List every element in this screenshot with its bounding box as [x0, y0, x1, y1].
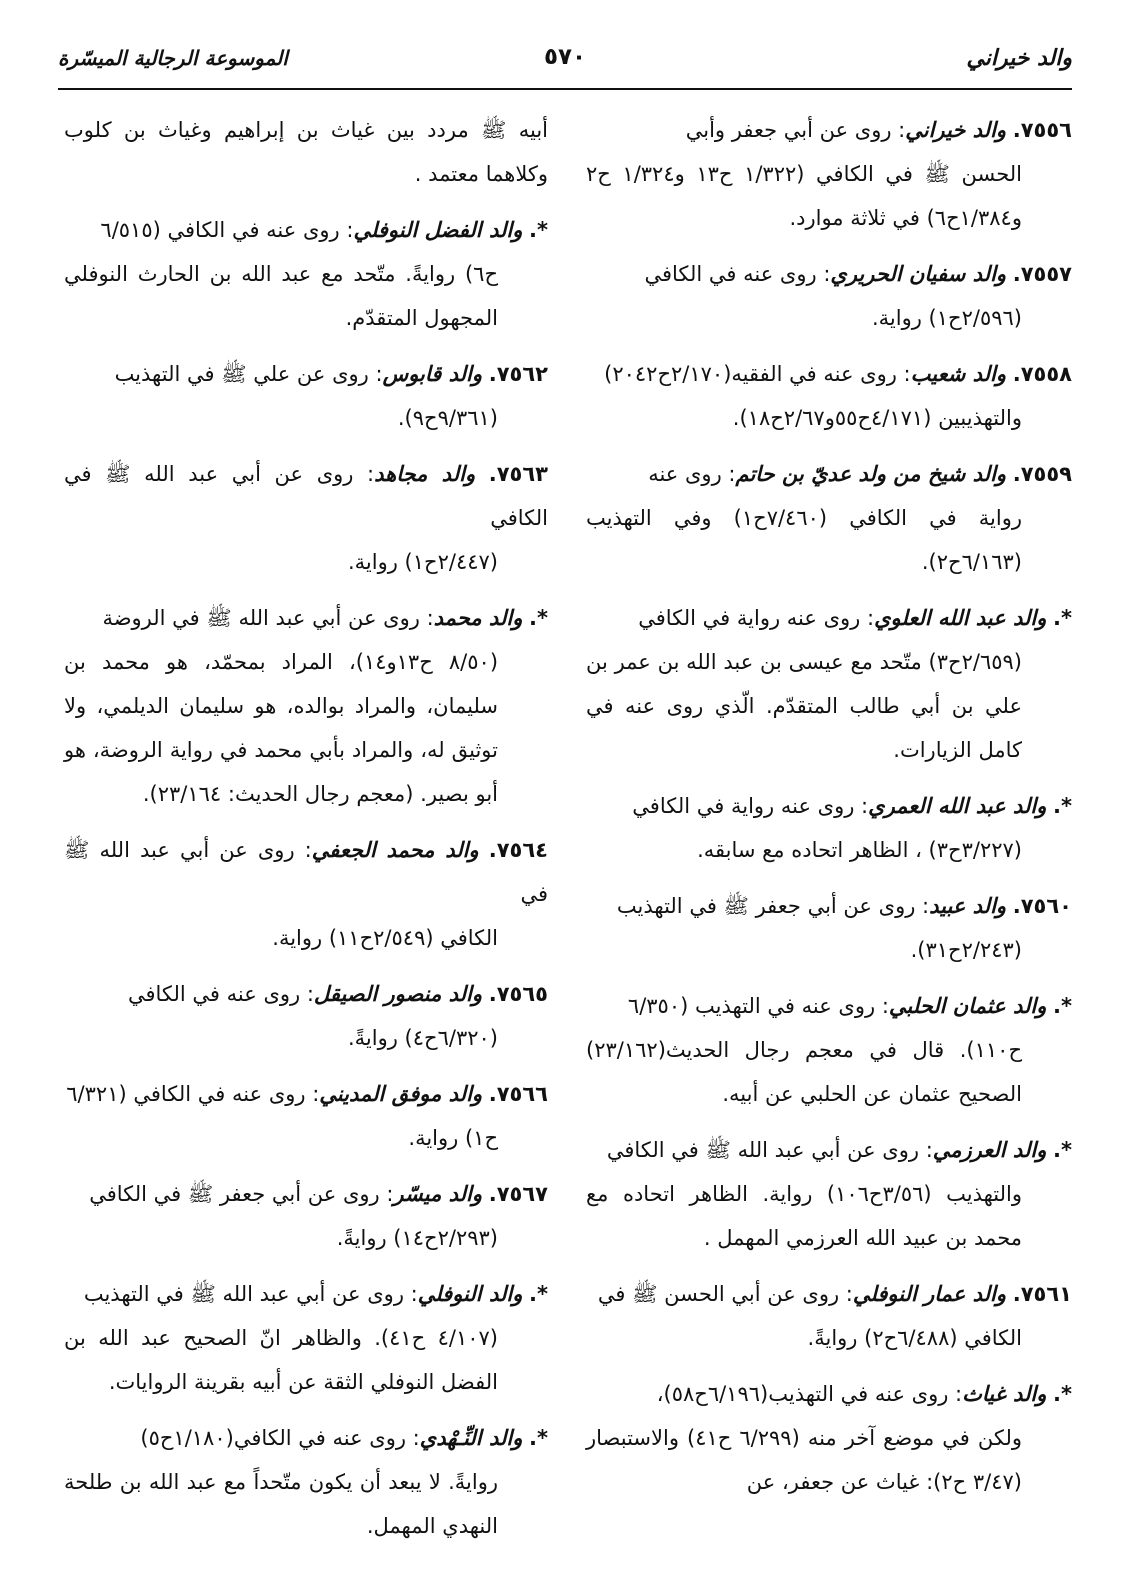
biographical-entry — [586, 1272, 1072, 1360]
entry-continuation: ح٦) روايةً. متّحد مع عبد الله بن الحارث النوفلي المجهول المتقدّم. — [64, 262, 498, 330]
entry-number: ٧٥٦٧. — [488, 1182, 548, 1206]
biographical-entry — [64, 1272, 548, 1404]
entry-heading-line — [586, 1272, 1072, 1316]
header-rule — [58, 88, 1072, 90]
entry-name: والد عبد الله العلوي — [874, 606, 1047, 630]
entry-number: ٧٥٦٠. — [1012, 894, 1072, 918]
entry-continuation: ح١) رواية. — [408, 1126, 498, 1150]
entry-number: ٧٥٦٦. — [488, 1082, 548, 1106]
entry-text: : روى عنه في الكافي — [644, 262, 831, 286]
entry-text: : روى عن أبي جعفر وأبي — [685, 118, 906, 142]
entry-text: : روى عنه رواية في الكافي — [632, 794, 869, 818]
entry-text: : روى عن علي ﷺ في التهذيب — [114, 362, 383, 386]
right-column — [586, 108, 1072, 1516]
entry-text: : روى عن أبي جعفر ﷺ في الكافي — [89, 1182, 394, 1206]
left-column — [64, 108, 548, 1560]
biographical-entry — [64, 208, 548, 340]
entry-name: والد النِّـهْدي — [419, 1426, 523, 1450]
entry-heading-line — [64, 1272, 548, 1316]
page-number: ٥٧٠ — [543, 44, 587, 70]
entry-text: : روى عن أبي عبد الله ﷺ في الكافي — [64, 462, 548, 530]
entry-text: : روى عنه في الكافي(١/١٨٠ح٥) — [140, 1426, 420, 1450]
entry-continuation: ح١١٠). قال في معجم رجال الحديث(٢٣/١٦٢) الصحيح عثمان عن الحلبي عن أبيه. — [586, 1038, 1022, 1106]
entry-heading-line — [586, 596, 1072, 640]
entry-name: والد عبيد — [929, 894, 1007, 918]
entry-text: : روى عنه في الكافي (٦/٣٢١ — [66, 1082, 320, 1106]
entry-number: ٧٥٥٧. — [1012, 262, 1072, 286]
entry-text: : روى عنه — [648, 462, 736, 486]
header-entry-range: والد خيراني — [966, 46, 1072, 71]
biographical-entry — [586, 252, 1072, 340]
entry-number: ٧٥٦٤. — [488, 838, 548, 862]
entry-name: والد غياث — [962, 1382, 1047, 1406]
entry-heading-line — [64, 1172, 548, 1216]
biographical-entry — [586, 1128, 1072, 1260]
entry-number: ٧٥٥٨. — [1012, 362, 1072, 386]
entry-text: : روى عن أبي عبد الله ﷺ في التهذيب — [83, 1282, 418, 1306]
entry-text: : روى عن أبي عبد الله ﷺ في الكافي — [606, 1138, 933, 1162]
entry-number: ٧٥٦٢. — [488, 362, 548, 386]
entry-name: والد النوفلي — [417, 1282, 523, 1306]
entry-heading-line — [64, 596, 548, 640]
entry-name: والد عبد الله العمري — [868, 794, 1047, 818]
entry-continuation: (٢/٦٥٩ح٣) متّحد مع عيسى بن عبد الله بن عمر بن علي بن أبي طالب المتقدّم. الّذي روى عنه في كامل الزيارات. — [586, 650, 1022, 762]
biographical-entry — [64, 828, 548, 960]
entry-heading-line — [64, 452, 548, 540]
biographical-entry — [586, 596, 1072, 772]
biographical-entry — [64, 972, 548, 1060]
entry-name: والد شيخ من ولد عديّ بن حاتم — [735, 462, 1007, 486]
entry-name: والد محمد — [433, 606, 523, 630]
entry-number: *. — [1053, 994, 1072, 1018]
biographical-entry — [586, 452, 1072, 584]
biographical-entry — [586, 984, 1072, 1116]
entry-number: *. — [529, 606, 548, 630]
entry-heading-line — [586, 784, 1072, 828]
entry-name: والد قابوس — [382, 362, 483, 386]
book-title: الموسوعة الرجالية الميسّرة — [58, 46, 288, 70]
entry-text: : روى عنه في الفقيه(٢/١٧٠ح٢٠٤٢) — [604, 362, 911, 386]
running-header — [58, 40, 1072, 88]
entry-continuation: والتهذيب (٣/٥٦ح١٠٦) رواية. الظاهر اتحاده مع محمد بن عبيد الله العرزمي المهمل . — [586, 1182, 1022, 1250]
entry-name: والد مجاهد — [374, 462, 476, 486]
entry-name: والد سفيان الحريري — [830, 262, 1007, 286]
entry-name: والد موفق المديني — [319, 1082, 483, 1106]
biographical-entry — [64, 596, 548, 816]
entry-heading-line — [64, 208, 548, 252]
entry-continuation: (٤/١٠٧ ح٤١). والظاهر انّ الصحيح عبد الله بن الفضل النوفلي الثقة عن أبيه بقرينة الروايات. — [64, 1326, 498, 1394]
entry-name: والد خيراني — [905, 118, 1007, 142]
entry-name: والد عمار النوفلي — [852, 1282, 1007, 1306]
entry-number: *. — [529, 218, 548, 242]
entry-name: والد عثمان الحلبي — [888, 994, 1047, 1018]
entry-number: *. — [1053, 606, 1072, 630]
biographical-entry — [64, 108, 548, 196]
entry-continuation: (٦/٣٢٠ح٤) روايةً. — [347, 1026, 498, 1050]
entry-number: ٧٥٦٥. — [488, 982, 548, 1006]
biographical-entry — [64, 1072, 548, 1160]
entry-text: : روى عن أبي عبد الله ﷺ في — [64, 838, 548, 906]
entry-text: : روى عنه في التهذيب(٦/١٩٦ح٥٨)، — [656, 1382, 963, 1406]
entry-name: والد منصور الصيقل — [313, 982, 483, 1006]
entry-continuation: والتهذيبين (٤/١٧١ح٥٥و٢/٦٧ح١٨). — [732, 406, 1022, 430]
entry-continuation: (٢/٥٩٦ح١) رواية. — [871, 306, 1022, 330]
entry-name: والد الفضل النوفلي — [353, 218, 523, 242]
entry-continuation: روايةً. لا يبعد أن يكون متّحداً مع عبد الله بن طلحة النهدي المهمل. — [64, 1470, 498, 1538]
biographical-entry — [586, 884, 1072, 972]
entry-continuation: (٨/٥٠ ح١٣و١٤)، المراد بمحمّد، هو محمد بن سليمان، والمراد بوالده، هو سليمان الديلمي، ولا توثيق له، والمراد بأبي محمد في رواية الروضة، هو أبو بصير. (معجم رجال الحديث: ٢٣/١٦٤). — [64, 650, 499, 806]
entry-number: ٧٥٦٣. — [488, 462, 548, 486]
entry-continuation: (٩/٣٦١ح٩). — [397, 406, 498, 430]
entry-number: *. — [1053, 794, 1072, 818]
entry-heading-line — [64, 1416, 548, 1460]
entry-name: والد شعيب — [910, 362, 1007, 386]
biographical-entry — [586, 108, 1072, 240]
biographical-entry — [586, 1372, 1072, 1504]
entry-name: والد محمد الجعفي — [311, 838, 479, 862]
entry-heading-line — [586, 108, 1072, 152]
entry-continuation: رواية في الكافي (٧/٤٦٠ح١) وفي التهذيب (٦/١٦٣ح٢). — [586, 506, 1022, 574]
entry-continuation: الحسن ﷺ في الكافي (١/٣٢٢ ح١٣ و١/٣٢٤ ح٢ و١/٣٨٤ح٦) في ثلاثة موارد. — [586, 162, 1022, 230]
entry-heading-line — [586, 252, 1072, 296]
entry-text: : روى عنه في الكافي — [127, 982, 314, 1006]
entry-number: *. — [529, 1426, 548, 1450]
entry-continuation: (٢/٢٤٣ح٣١). — [910, 938, 1022, 962]
entry-continuation: (٣/٢٢٧ح٣) ، الظاهر اتحاده مع سابقه. — [697, 838, 1022, 862]
entry-number: ٧٥٦١. — [1012, 1282, 1072, 1306]
entry-heading-line — [64, 828, 548, 916]
entry-text: : روى عنه في التهذيب (٦/٣٥٠ — [627, 994, 889, 1018]
entry-heading-line — [586, 984, 1072, 1028]
entry-continuation: أبيه ﷺ مردد بين غياث بن إبراهيم وغياث بن كلوب وكلاهما معتمد . — [64, 118, 548, 186]
entry-text: : روى عن أبي جعفر ﷺ في التهذيب — [616, 894, 930, 918]
entry-name: والد ميسّر — [393, 1182, 483, 1206]
biographical-entry — [586, 784, 1072, 872]
entry-text: : روى عن أبي عبد الله ﷺ في الروضة — [102, 606, 434, 630]
entry-text: : روى عن أبي الحسن ﷺ في — [597, 1282, 853, 1306]
entry-number: ٧٥٥٩. — [1012, 462, 1072, 486]
entry-heading-line — [586, 452, 1072, 496]
biographical-entry — [64, 1416, 548, 1548]
entry-continuation: الكافي (٢/٥٤٩ح١١) رواية. — [272, 926, 498, 950]
entry-number: *. — [1053, 1138, 1072, 1162]
entry-continuation: (٢/٢٩٣ح١٤) روايةً. — [336, 1226, 498, 1250]
entry-heading-line — [64, 1072, 548, 1116]
biographical-entry — [64, 452, 548, 584]
entry-heading-line — [64, 352, 548, 396]
entry-number: ٧٥٥٦. — [1012, 118, 1072, 142]
entry-text: : روى عنه في الكافي (٦/٥١٥ — [100, 218, 354, 242]
entry-heading-line — [586, 1128, 1072, 1172]
entry-text: : روى عنه رواية في الكافي — [638, 606, 875, 630]
entry-number: *. — [1053, 1382, 1072, 1406]
entry-continuation: الكافي (٦/٤٨٨ح٢) روايةً. — [807, 1326, 1022, 1350]
entry-number: *. — [529, 1282, 548, 1306]
entry-name: والد العرزمي — [932, 1138, 1047, 1162]
entry-heading-line — [64, 972, 548, 1016]
biographical-entry — [64, 1172, 548, 1260]
entry-heading-line — [586, 1372, 1072, 1416]
entry-continuation: (٢/٤٤٧ح١) رواية. — [347, 550, 498, 574]
biographical-entry — [586, 352, 1072, 440]
entry-continuation: ولكن في موضع آخر منه (٦/٢٩٩ ح٤١) والاستبصار (٣/٤٧ ح٢): غياث عن جعفر، عن — [586, 1426, 1023, 1494]
entry-heading-line — [586, 884, 1072, 928]
entry-heading-line — [586, 352, 1072, 396]
biographical-entry — [64, 352, 548, 440]
